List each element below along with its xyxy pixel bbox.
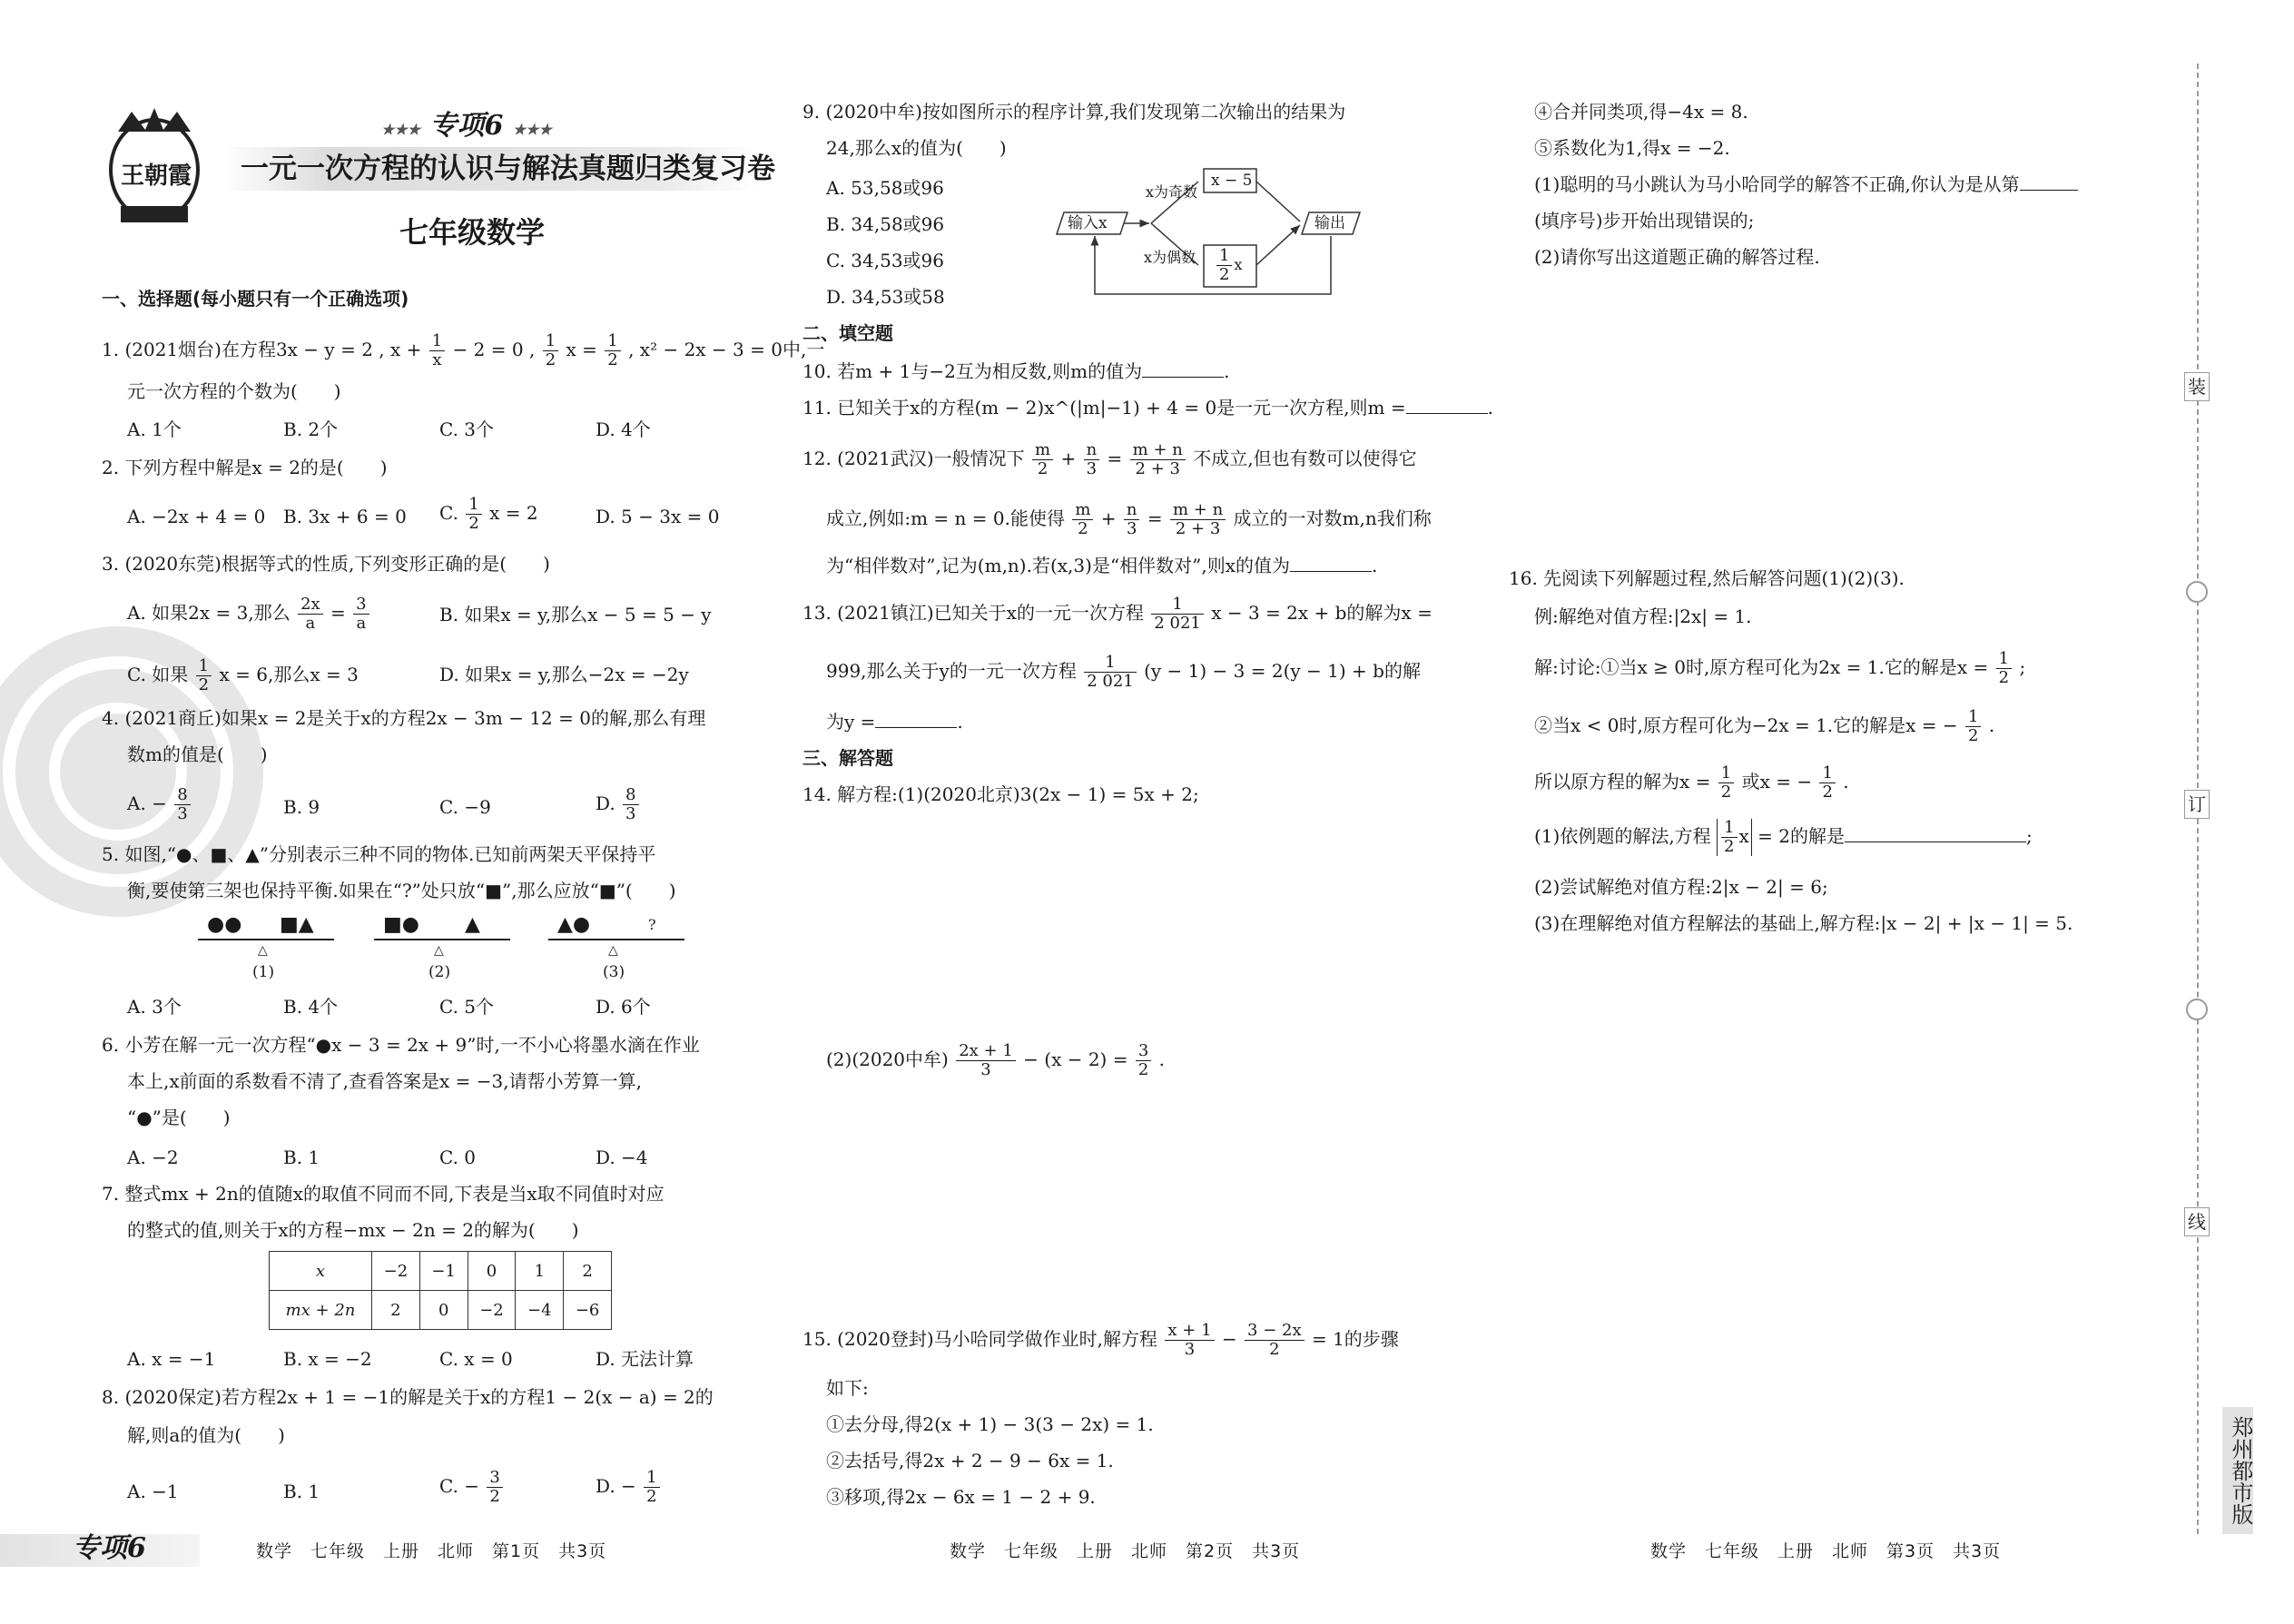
stars-left: ★★★	[381, 121, 421, 138]
q13-line2: 999,那么关于y的一元一次方程 $\frac{1}{2 021}$ (y − 1) − 3 = 2(y − 1) + b的解	[826, 653, 1421, 691]
q8-option-a[interactable]: A. −1	[127, 1481, 179, 1502]
q7-line2: 的整式的值,则关于x的方程−mx − 2n = 2的解为( )	[127, 1219, 579, 1241]
q8-option-d[interactable]: D. − $\frac{1}{2}$	[596, 1469, 662, 1506]
q4-option-a[interactable]: A. − $\frac{8}{3}$	[127, 786, 192, 823]
page-title: 一元一次方程的认识与解法真题归类复习卷	[241, 153, 775, 185]
q15-line1: 15. (2020登封)马小哈同学做作业时,解方程 $\frac{x + 1}{3}$ − $\frac{3 - 2x}{2}$ = 1的步骤	[802, 1321, 1399, 1359]
q12-answer-blank[interactable]	[1290, 555, 1372, 572]
q2-option-c-frac: $\frac{1}{2}$	[466, 496, 481, 533]
flow-input-label: 输入x	[1068, 214, 1108, 232]
q1-option-d[interactable]: D. 4个	[596, 418, 651, 440]
q15-step-blank[interactable]	[2020, 173, 2078, 191]
flow-box1-label: x − 5	[1211, 172, 1253, 190]
q8-option-b[interactable]: B. 1	[283, 1481, 320, 1502]
q9-option-c[interactable]: C. 34,53或96	[826, 250, 945, 271]
q15-step-4: ④合并同类项,得−4x = 8.	[1534, 101, 1748, 123]
q7-option-d[interactable]: D. 无法计算	[596, 1348, 694, 1370]
q7-option-a[interactable]: A. x = −1	[127, 1348, 216, 1370]
q6-option-a[interactable]: A. −2	[127, 1147, 179, 1168]
q5-option-a[interactable]: A. 3个	[127, 996, 182, 1018]
q15-part1b: (填序号)步开始出现错误的;	[1534, 210, 1755, 231]
q15-line2: 如下:	[826, 1377, 869, 1399]
q4-option-d-frac: $\frac{8}{3}$	[623, 786, 638, 823]
footer-page-2: 数学 七年级 上册 北师 第2页 共3页	[950, 1541, 1301, 1561]
q13-line3: 为y = .	[826, 711, 963, 733]
q15-step-2: ②去括号,得2x + 2 − 9 − 6x = 1.	[826, 1450, 1114, 1471]
q8-option-c[interactable]: C. − $\frac{3}{2}$	[439, 1469, 505, 1506]
q5-option-b[interactable]: B. 4个	[283, 996, 339, 1018]
q16-part1: (1)依例题的解法,方程 $\frac{1}{2}$ x = 2的解是 ;	[1534, 818, 2033, 856]
q4-line1: 4. (2021商丘)如果x = 2是关于x的方程2x − 3m − 12 = 0的解,那么有理	[102, 707, 706, 729]
q5-option-c[interactable]: C. 5个	[439, 996, 495, 1018]
q9-line2: 24,那么x的值为( )	[826, 137, 1007, 159]
q15-step-5: ⑤系数化为1,得x = −2.	[1534, 137, 1730, 159]
q6-line2: 本上,x前面的系数看不清了,查看答案是x = −3,请帮小芳算一算,	[127, 1070, 642, 1092]
q15-step-1: ①去分母,得2(x + 1) − 3(3 − 2x) = 1.	[826, 1413, 1154, 1435]
q1-frac3: $\frac{1}{2}$	[605, 332, 620, 369]
q1-option-a[interactable]: A. 1个	[127, 418, 182, 440]
q16-line3: 解:讨论:①当x ≥ 0时,原方程可化为2x = 1.它的解是x = $\frac{1}{2}$ ;	[1534, 649, 2026, 687]
q7-option-b[interactable]: B. x = −2	[283, 1348, 372, 1370]
q4-option-c[interactable]: C. −9	[439, 796, 491, 818]
section-fill: 二、填空题	[802, 322, 893, 344]
q2-option-c[interactable]: C. $\frac{1}{2}$ x = 2	[439, 495, 538, 533]
q8-option-c-frac: $\frac{3}{2}$	[487, 1469, 502, 1506]
q6-line1: 6. 小芳在解一元一次方程“●x − 3 = 2x + 9”时,一不小心将墨水滴在作业	[102, 1034, 700, 1056]
table-row: x −2 −1 0 1 2	[270, 1252, 612, 1291]
q12-line1: 12. (2021武汉)一般情况下 $\frac{m}{2}$ + $\frac{n}{3}$ = $\frac{m + n}{2 + 3}$ 不成立,但也有数可以使得它	[802, 440, 1417, 478]
footer-page-3: 数学 七年级 上册 北师 第3页 共3页	[1650, 1541, 2002, 1561]
q1-frac2: $\frac{1}{2}$	[543, 332, 558, 369]
q6-option-c[interactable]: C. 0	[439, 1147, 477, 1168]
q3-option-a[interactable]: A. 如果2x = 3,那么 $\frac{2x}{a}$ = $\frac{3}{a}$	[127, 595, 371, 633]
binding-hole-2	[2186, 999, 2208, 1020]
q8-line1: 8. (2020保定)若方程2x + 1 = −1的解是关于x的方程1 − 2(x − a) = 2的	[102, 1386, 714, 1408]
q16-line2: 例:解绝对值方程:|2x| = 1.	[1534, 605, 1752, 627]
q3-option-d[interactable]: D. 如果x = y,那么−2x = −2y	[439, 664, 689, 685]
binding-hole-1	[2186, 581, 2208, 603]
q8-option-d-frac: $\frac{1}{2}$	[644, 1469, 659, 1506]
q2-option-a[interactable]: A. −2x + 4 = 0	[127, 506, 266, 527]
q7-line1: 7. 整式mx + 2n的值随x的取值不同而不同,下表是当x取不同值时对应	[102, 1183, 665, 1205]
q16-line1: 16. 先阅读下列解题过程,然后解答问题(1)(2)(3).	[1509, 567, 1905, 589]
q1-frac1: $\frac{1}{x}$	[429, 332, 445, 369]
q4-option-b[interactable]: B. 9	[283, 796, 320, 818]
page-2	[790, 0, 1507, 1624]
footer-series: 专项6	[73, 1532, 146, 1564]
q9-line1: 9. (2020中牟)按如图所示的程序计算,我们发现第二次输出的结果为	[802, 101, 1346, 123]
q11-answer-blank[interactable]	[1406, 397, 1488, 414]
q3-stem: 3. (2020东莞)根据等式的性质,下列变形正确的是( )	[102, 553, 550, 575]
q9-option-a[interactable]: A. 53,58或96	[826, 177, 944, 199]
q15-part2: (2)请你写出这道题正确的解答过程.	[1534, 246, 1820, 268]
q2-option-b[interactable]: B. 3x + 6 = 0	[283, 506, 407, 527]
page-1: 王朝霞 ★★★ 专项6 ★★★ 一元一次方程的认识与解法真题归类复习卷 七年级数学 一、选择题(每小题只有一个正确选项) 1. (2021烟台)在方程3x − y = 2 , x + $\frac{1}{x}$ − 2 = 0 , $\frac{1}{2}$ x = $\frac{1}{2}$ , x² − 2x − 3 = 0中,一 元一次方程的个数为( ) A. 1个 B. 2个 C. 3个 D. 4个 2. 下列方程中解是x = 2的是( ) A. −2x + 4 = 0 B. 3x + 6 = 0 C. $\frac{1}{2}$ x = 2 D. 5 − 3x = 0 3. (2020东莞)根据等式的性质,下列变形正确的是( ) A. 如果2x = 3,那么 $\frac{2x}{a}$ = $\frac{3}{a}$ B. 如果x = y,那么x − 5 = 5 − y C. 如果 $\frac{1}{2}$ x = 6,那么x = 3 D. 如果x = y,那么−2x = −2y 4. (2021商丘)如果x = 2是关于x的方程2x − 3m − 12 = 0的解,那么有理 数m的值是( ) A. − $\frac{8}{3}$ B. 9 C. −9 D. $\frac{8}{3}$ 5. 如图,“●、■、▲”分别表示三种不同的物体.已知前两架天平保持平 衡,要使第三架也保持平衡.如果在“?”处只放“■”,那么应放“■”( ) ●● ■▲ △ (1) ■● ▲ △ (2) ▲● ? △ (3) A. 3个 B. 4个 C. 5个 D. 6个 6. 小芳在解一元一次方程“●x − 3 = 2x + 9”时,一不小心将墨水滴在作业 本上,x前面的系数看不清了,查看答案是x = −3,请帮小芳算一算, “●”是( ) A. −2 B. 1 C. 0 D. −4 7. 整式mx + 2n的值随x的取值不同而不同,下表是当x取不同值时对应 的整式的值,则关于x的方程−mx − 2n = 2的解为( ) x −2 −1 0 1 2 mx + 2n 2 0 −2 −4 −6 A. x = −1 B. x = −2 C. x = 0 D. 无法计算 8. (2020保定)若方程2x + 1 = −1的解是关于x的方程1 − 2(x − a) = 2的 解,则a的值为( ) A. −1 B. 1 C. − $\frac{3}{2}$ D. − $\frac{1}{2}$ 专项6 数学 七年级 上册 北师 第1页 共3页	[0, 0, 790, 1624]
flow-even-label: x为偶数	[1144, 249, 1196, 266]
binding-mark-1: 装	[2184, 372, 2210, 401]
section-solve: 三、解答题	[802, 747, 893, 769]
flow-output-label: 输出	[1314, 214, 1345, 232]
q1-line2: 元一次方程的个数为( )	[127, 380, 341, 402]
edition-label: 郑州都市版	[2222, 1407, 2253, 1534]
section-choice: 一、选择题(每小题只有一个正确选项)	[102, 288, 409, 310]
q16-line5: 所以原方程的解为x = $\frac{1}{2}$ 或x = − $\frac{1}{2}$ .	[1534, 763, 1849, 802]
q15-step-3: ③移项,得2x − 6x = 1 − 2 + 9.	[826, 1486, 1096, 1508]
q11: 11. 已知关于x的方程(m − 2)x^(|m|−1) + 4 = 0是一元一次方程,则m = .	[802, 397, 1493, 418]
q9-option-b[interactable]: B. 34,58或96	[826, 213, 945, 235]
q6-line3: “●”是( )	[127, 1107, 231, 1128]
q6-option-d[interactable]: D. −4	[596, 1147, 648, 1168]
q3-option-c[interactable]: C. 如果 $\frac{1}{2}$ x = 6,那么x = 3	[127, 656, 359, 694]
q14-part1: 14. 解方程:(1)(2020北京)3(2x − 1) = 5x + 2;	[802, 783, 1199, 805]
q12-line2: 成立,例如:m = n = 0.能使得 $\frac{m}{2}$ + $\frac{n}{3}$ = $\frac{m + n}{2 + 3}$ 成立的一对数m,n我们称	[826, 500, 1432, 538]
q9-option-d[interactable]: D. 34,53或58	[826, 286, 945, 308]
q7-value-table	[269, 1251, 612, 1330]
q1-option-c[interactable]: C. 3个	[439, 418, 495, 440]
flow-box2-label: $\frac{1}{2}$ x	[1215, 247, 1242, 284]
q15-part1: (1)聪明的马小跳认为马小哈同学的解答不正确,你认为是从第	[1534, 172, 2078, 196]
q13-answer-blank[interactable]	[875, 711, 957, 728]
q4-option-a-frac: $\frac{8}{3}$	[174, 786, 190, 823]
series-badge	[381, 111, 552, 145]
q13-line1: 13. (2021镇江)已知关于x的一元一次方程 $\frac{1}{2 021}$ x − 3 = 2x + b的解为x =	[802, 595, 1433, 633]
q14-part2: (2)(2020中牟) $\frac{2x + 1}{3}$ − (x − 2) = $\frac{3}{2}$ .	[826, 1041, 1165, 1079]
q10: 10. 若m + 1与−2互为相反数,则m的值为 .	[802, 360, 1230, 382]
q8-line2: 解,则a的值为( )	[127, 1424, 285, 1446]
table-row: mx + 2n 2 0 −2 −4 −6	[270, 1291, 612, 1330]
q1-option-b[interactable]: B. 2个	[283, 418, 339, 440]
q1-line1: 1. (2021烟台)在方程3x − y = 2 , x + $\frac{1}{x}$ − 2 = 0 , $\frac{1}{2}$ x = $\frac{1}{2}$ , x² − 2x − 3 = 0中,一	[102, 331, 825, 369]
binding-mark-2: 订	[2184, 790, 2210, 819]
subject-title: 七年级数学	[399, 215, 546, 250]
q4-line2: 数m的值是( )	[127, 743, 268, 765]
binding-strip	[2188, 0, 2294, 1624]
q4-option-d[interactable]: D. $\frac{8}{3}$	[596, 786, 641, 823]
series-label: 专项6	[429, 110, 504, 142]
q3-option-b[interactable]: B. 如果x = y,那么x − 5 = 5 − y	[439, 604, 712, 625]
q12-line3: 为“相伴数对”,记为(m,n).若(x,3)是“相伴数对”,则x的值为 .	[826, 555, 1378, 576]
q3-option-a-frac2: $\frac{3}{a}$	[353, 595, 369, 633]
stars-right: ★★★	[512, 121, 552, 138]
q16-part2: (2)尝试解绝对值方程:2|x − 2| = 6;	[1534, 876, 1828, 898]
q16-answer-blank[interactable]	[1845, 825, 2026, 842]
q9-flowchart	[1053, 163, 1362, 295]
page-3	[1507, 0, 2197, 1624]
q5-option-d[interactable]: D. 6个	[596, 996, 651, 1018]
q16-part3: (3)在理解绝对值方程解法的基础上,解方程:|x − 2| + |x − 1| = 5.	[1534, 912, 2073, 934]
q10-answer-blank[interactable]	[1142, 360, 1224, 378]
binding-mark-3: 线	[2184, 1207, 2210, 1236]
q3-option-c-frac: $\frac{1}{2}$	[196, 657, 212, 694]
q7-option-c[interactable]: C. x = 0	[439, 1348, 513, 1370]
q5-line2: 衡,要使第三架也保持平衡.如果在“?”处只放“■”,那么应放“■”( )	[127, 880, 676, 901]
q2-stem: 2. 下列方程中解是x = 2的是( )	[102, 457, 388, 478]
logo-name: 王朝霞	[121, 162, 192, 190]
q3-option-a-frac1: $\frac{2x}{a}$	[298, 595, 323, 633]
logo	[104, 104, 204, 227]
q2-option-d[interactable]: D. 5 − 3x = 0	[596, 506, 720, 527]
q6-option-b[interactable]: B. 1	[283, 1147, 320, 1168]
flow-odd-label: x为奇数	[1146, 183, 1198, 201]
q5-line1: 5. 如图,“●、■、▲”分别表示三种不同的物体.已知前两架天平保持平	[102, 843, 656, 865]
footer-page-1: 数学 七年级 上册 北师 第1页 共3页	[256, 1541, 607, 1561]
q16-line4: ②当x < 0时,原方程可化为−2x = 1.它的解是x = − $\frac{1}{2}$ .	[1534, 707, 1995, 745]
